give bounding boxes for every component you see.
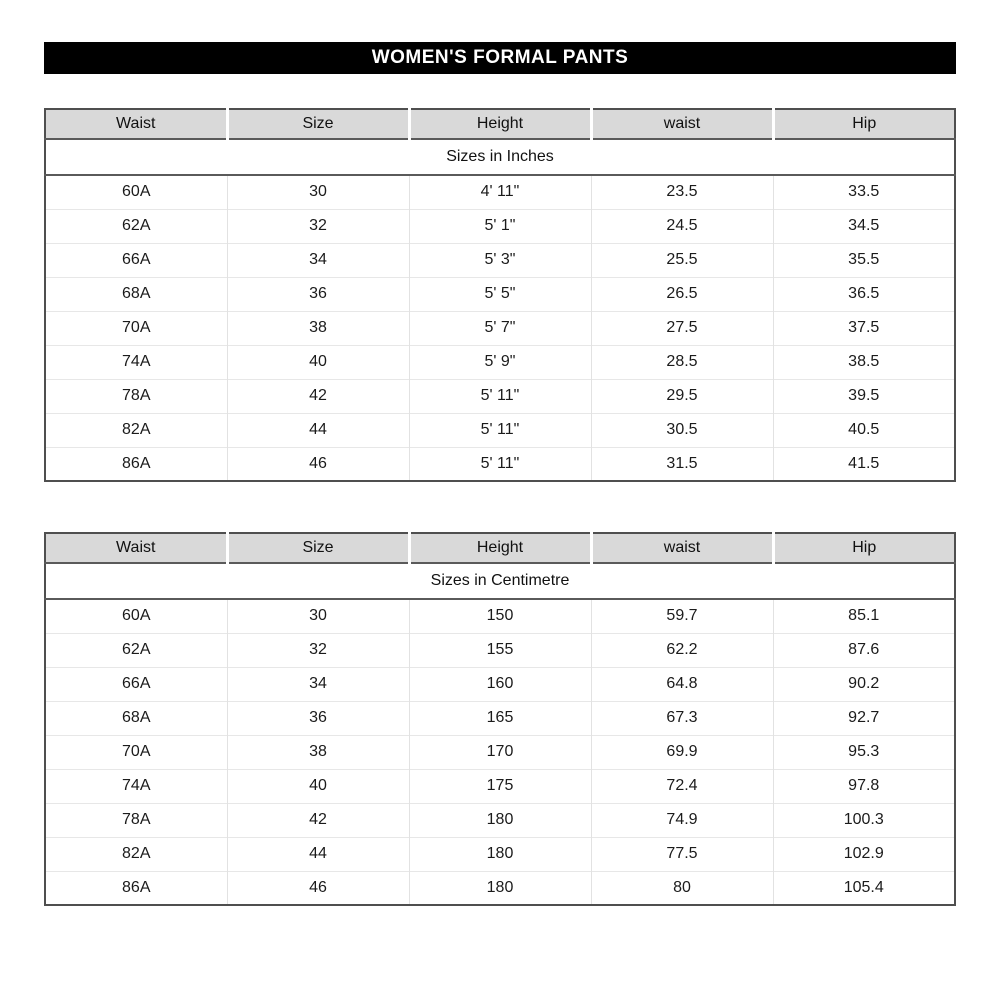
table-cell: 31.5 (591, 447, 773, 481)
table-cell: 5' 3" (409, 243, 591, 277)
table-row (45, 413, 955, 447)
table-caption-row (45, 139, 955, 175)
table-cell: 155 (409, 633, 591, 667)
table-row (45, 209, 955, 243)
table-cell: 82A (45, 413, 227, 447)
table-cell: 32 (227, 209, 409, 243)
table-cell: 97.8 (773, 769, 955, 803)
column-header: waist (591, 533, 773, 563)
table-cell: 46 (227, 871, 409, 905)
table-cell: 95.3 (773, 735, 955, 769)
table-cell: 70A (45, 311, 227, 345)
column-header: Size (227, 533, 409, 563)
table-row (45, 599, 955, 633)
table-cell: 78A (45, 379, 227, 413)
table-row (45, 277, 955, 311)
caption-row (45, 563, 955, 599)
table-cell: 41.5 (773, 447, 955, 481)
table-cell: 80 (591, 871, 773, 905)
table-cell: 42 (227, 379, 409, 413)
table-cell: 36 (227, 277, 409, 311)
table-row (45, 345, 955, 379)
table-header (45, 109, 955, 139)
table-cell: 38 (227, 735, 409, 769)
table-cell: 30 (227, 599, 409, 633)
table-row (45, 379, 955, 413)
table-cell: 69.9 (591, 735, 773, 769)
header-row (45, 533, 955, 563)
table-cell: 29.5 (591, 379, 773, 413)
table-cell: 87.6 (773, 633, 955, 667)
table-cell: 150 (409, 599, 591, 633)
table-cell: 180 (409, 837, 591, 871)
column-header: Waist (45, 109, 227, 139)
table-caption: Sizes in Centimetre (45, 563, 955, 599)
table-cell: 23.5 (591, 175, 773, 209)
table-row (45, 701, 955, 735)
table-row (45, 735, 955, 769)
table-cell: 62.2 (591, 633, 773, 667)
table-row (45, 803, 955, 837)
table-cell: 35.5 (773, 243, 955, 277)
table-cell: 27.5 (591, 311, 773, 345)
table-cell: 28.5 (591, 345, 773, 379)
table-cell: 34 (227, 243, 409, 277)
table-cell: 60A (45, 599, 227, 633)
table-cell: 67.3 (591, 701, 773, 735)
table-cell: 40 (227, 345, 409, 379)
table-cell: 72.4 (591, 769, 773, 803)
table-cell: 5' 5" (409, 277, 591, 311)
table-row (45, 311, 955, 345)
table-row (45, 633, 955, 667)
table-cell: 180 (409, 871, 591, 905)
caption-row (45, 139, 955, 175)
table-cell: 59.7 (591, 599, 773, 633)
table-header (45, 533, 955, 563)
table-row (45, 243, 955, 277)
column-header: Height (409, 109, 591, 139)
column-header: Hip (773, 109, 955, 139)
table-cell: 34 (227, 667, 409, 701)
table-cell: 5' 1" (409, 209, 591, 243)
sizes-in-centimetre-table (44, 532, 956, 906)
table-cell: 60A (45, 175, 227, 209)
table-cell: 62A (45, 633, 227, 667)
table-cell: 40 (227, 769, 409, 803)
table-cell: 62A (45, 209, 227, 243)
table-cell: 68A (45, 701, 227, 735)
table-cell: 36 (227, 701, 409, 735)
content-area (44, 0, 956, 906)
table-cell: 68A (45, 277, 227, 311)
table-cell: 4' 11" (409, 175, 591, 209)
column-header: Height (409, 533, 591, 563)
table-cell: 44 (227, 413, 409, 447)
table-cell: 92.7 (773, 701, 955, 735)
table-cell: 165 (409, 701, 591, 735)
table-cell: 5' 7" (409, 311, 591, 345)
table-cell: 32 (227, 633, 409, 667)
table-cell: 46 (227, 447, 409, 481)
table-cell: 36.5 (773, 277, 955, 311)
table-body (45, 599, 955, 905)
table-cell: 40.5 (773, 413, 955, 447)
table-cell: 34.5 (773, 209, 955, 243)
table-cell: 5' 11" (409, 413, 591, 447)
table-cell: 170 (409, 735, 591, 769)
column-header: Size (227, 109, 409, 139)
page-title: WOMEN'S FORMAL PANTS (44, 42, 956, 74)
table-cell: 64.8 (591, 667, 773, 701)
table-row (45, 837, 955, 871)
table-cell: 74A (45, 769, 227, 803)
table-cell: 105.4 (773, 871, 955, 905)
table-cell: 25.5 (591, 243, 773, 277)
table-row (45, 769, 955, 803)
table-cell: 160 (409, 667, 591, 701)
table-cell: 66A (45, 667, 227, 701)
table-cell: 85.1 (773, 599, 955, 633)
table-cell: 37.5 (773, 311, 955, 345)
table-caption-row (45, 563, 955, 599)
table-cell: 86A (45, 871, 227, 905)
table-cell: 5' 9" (409, 345, 591, 379)
table-cell: 74.9 (591, 803, 773, 837)
table-row (45, 871, 955, 905)
column-header: Waist (45, 533, 227, 563)
table-cell: 42 (227, 803, 409, 837)
table-cell: 78A (45, 803, 227, 837)
table-cell: 86A (45, 447, 227, 481)
table-cell: 100.3 (773, 803, 955, 837)
table-cell: 33.5 (773, 175, 955, 209)
table-cell: 38.5 (773, 345, 955, 379)
table-row (45, 667, 955, 701)
table-cell: 39.5 (773, 379, 955, 413)
table-cell: 180 (409, 803, 591, 837)
table-cell: 90.2 (773, 667, 955, 701)
table-row (45, 175, 955, 209)
column-header: Hip (773, 533, 955, 563)
table-caption: Sizes in Inches (45, 139, 955, 175)
column-header: waist (591, 109, 773, 139)
table-cell: 26.5 (591, 277, 773, 311)
table-cell: 102.9 (773, 837, 955, 871)
table-cell: 74A (45, 345, 227, 379)
table-cell: 44 (227, 837, 409, 871)
table-row (45, 447, 955, 481)
table-cell: 82A (45, 837, 227, 871)
table-cell: 175 (409, 769, 591, 803)
table-cell: 77.5 (591, 837, 773, 871)
table-cell: 70A (45, 735, 227, 769)
table-cell: 5' 11" (409, 379, 591, 413)
table-cell: 24.5 (591, 209, 773, 243)
table-cell: 38 (227, 311, 409, 345)
table-cell: 30.5 (591, 413, 773, 447)
table-cell: 30 (227, 175, 409, 209)
header-row (45, 109, 955, 139)
table-body (45, 175, 955, 481)
table-cell: 5' 11" (409, 447, 591, 481)
table-cell: 66A (45, 243, 227, 277)
sizes-in-inches-table (44, 108, 956, 482)
